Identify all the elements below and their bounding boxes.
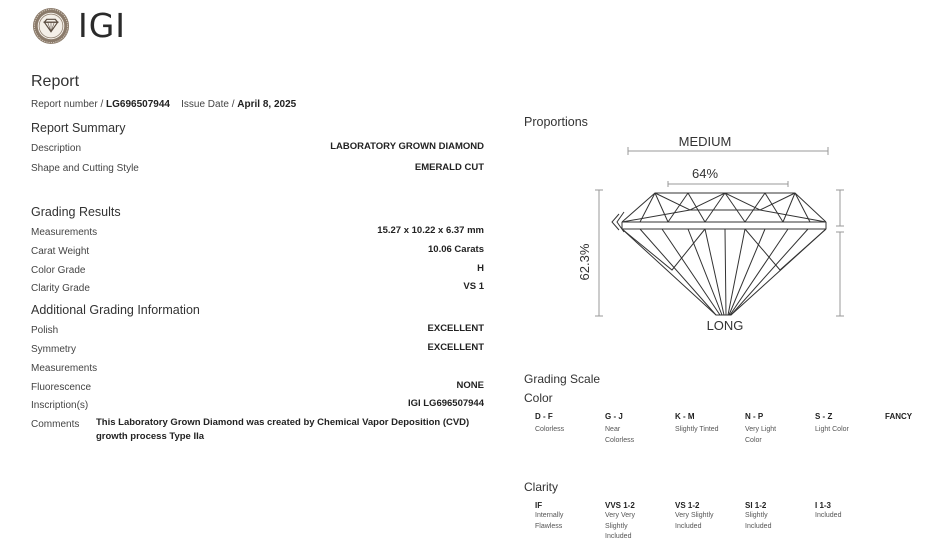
clarity-grade-code: VS 1-2 — [675, 501, 700, 510]
clarity-grade-si — [745, 501, 795, 532]
proportions-diagram — [570, 128, 860, 338]
girdle-label: MEDIUM — [678, 134, 732, 149]
color-grade-desc: Near Colorless — [605, 426, 635, 444]
color-grade-code: S - Z — [815, 412, 833, 421]
shape-value: EMERALD CUT — [414, 162, 484, 173]
color-grade-value: H — [477, 263, 484, 274]
color-grade-desc: Slightly Tinted — [675, 426, 719, 433]
grading-results-title: Grading Results — [31, 205, 121, 219]
issue-date: April 8, 2025 — [237, 99, 297, 110]
clarity-grade-desc: Included — [815, 512, 842, 519]
polish-value: EXCELLENT — [427, 323, 484, 334]
shape-label: Shape and Cutting Style — [31, 163, 139, 174]
comments-label: Comments — [31, 419, 80, 430]
table-percent-label: 64% — [691, 166, 719, 181]
fluorescence-label: Fluorescence — [31, 382, 92, 393]
measurements-label: Measurements — [31, 227, 98, 238]
clarity-grade-label: Clarity Grade — [31, 283, 90, 294]
color-grade-code: G - J — [605, 412, 623, 421]
additional-measurements-label: Measurements — [31, 363, 98, 374]
inscription-label: Inscription(s) — [31, 400, 89, 411]
color-grade-code: FANCY — [885, 412, 913, 421]
clarity-grade-vvs — [605, 501, 655, 543]
additional-info-title: Additional Grading Information — [31, 303, 200, 317]
color-grade-df — [535, 412, 601, 435]
depth-dimension-line — [595, 190, 844, 316]
clarity-grade-code: VVS 1-2 — [605, 501, 635, 510]
color-grade-code: K - M — [675, 412, 695, 421]
report-title: Report — [31, 73, 80, 90]
clarity-grade-desc: Very Slightly Included — [675, 512, 714, 530]
symmetry-value: EXCELLENT — [427, 342, 484, 353]
measurements-value: 15.27 x 10.22 x 6.37 mm — [377, 225, 484, 236]
report-meta — [31, 99, 296, 110]
clarity-grade-i — [815, 501, 865, 522]
carat-weight-label: Carat Weight — [31, 246, 90, 257]
description-value: LABORATORY GROWN DIAMOND — [330, 141, 484, 152]
color-grade-gj — [605, 412, 655, 446]
color-grade-label: Color Grade — [31, 265, 86, 276]
culet-label: LONG — [706, 318, 744, 333]
description-label: Description — [31, 143, 82, 154]
igi-seal-icon — [32, 7, 70, 45]
igi-logo — [32, 7, 126, 45]
clarity-grade-code: IF — [535, 501, 543, 510]
carat-weight-value: 10.06 Carats — [428, 244, 484, 255]
color-grade-fancy — [885, 412, 935, 421]
proportions-title: Proportions — [524, 115, 588, 129]
color-grade-desc: Colorless — [535, 426, 565, 433]
clarity-grade-code: I 1-3 — [815, 501, 832, 510]
inscription-value: IGI LG696507944 — [407, 398, 484, 409]
issue-date-label: Issue Date / — [181, 99, 238, 110]
color-grade-code: D - F — [535, 412, 553, 421]
color-grade-desc: Light Color — [815, 426, 849, 433]
color-grade-code: N - P — [745, 412, 764, 421]
color-grade-sz — [815, 412, 881, 435]
color-grade-km — [675, 412, 741, 435]
fluorescence-value: NONE — [456, 380, 484, 391]
report-number-label: Report number / — [31, 99, 107, 110]
clarity-grade-if — [535, 501, 585, 532]
color-grade-desc: Very Light Color — [745, 426, 777, 444]
clarity-grade-desc: Slightly Included — [745, 512, 772, 530]
color-grade-np — [745, 412, 795, 446]
table-dimension-line — [668, 181, 788, 187]
diamond-drawing — [612, 193, 826, 315]
clarity-grade-desc: Very Very Slightly Included — [605, 512, 635, 540]
clarity-grade-value: VS 1 — [463, 281, 484, 292]
report-summary-title: Report Summary — [31, 121, 126, 135]
depth-percent-label: 62.3% — [577, 243, 592, 281]
clarity-scale-title: Clarity — [524, 480, 559, 494]
clarity-grade-desc: Internally Flawless — [535, 512, 564, 530]
color-scale-title: Color — [524, 391, 553, 405]
grading-scale-title: Grading Scale — [524, 372, 601, 386]
clarity-grade-vs — [675, 501, 725, 532]
symmetry-label: Symmetry — [31, 344, 76, 355]
polish-label: Polish — [31, 325, 59, 336]
brand-name: IGI — [78, 6, 127, 45]
report-number: LG696507944 — [106, 99, 170, 110]
clarity-grade-code: SI 1-2 — [745, 501, 767, 510]
comments-value: This Laboratory Grown Diamond was created by Chemical Vapor Deposition (CVD) growth process Type IIa — [96, 417, 470, 442]
